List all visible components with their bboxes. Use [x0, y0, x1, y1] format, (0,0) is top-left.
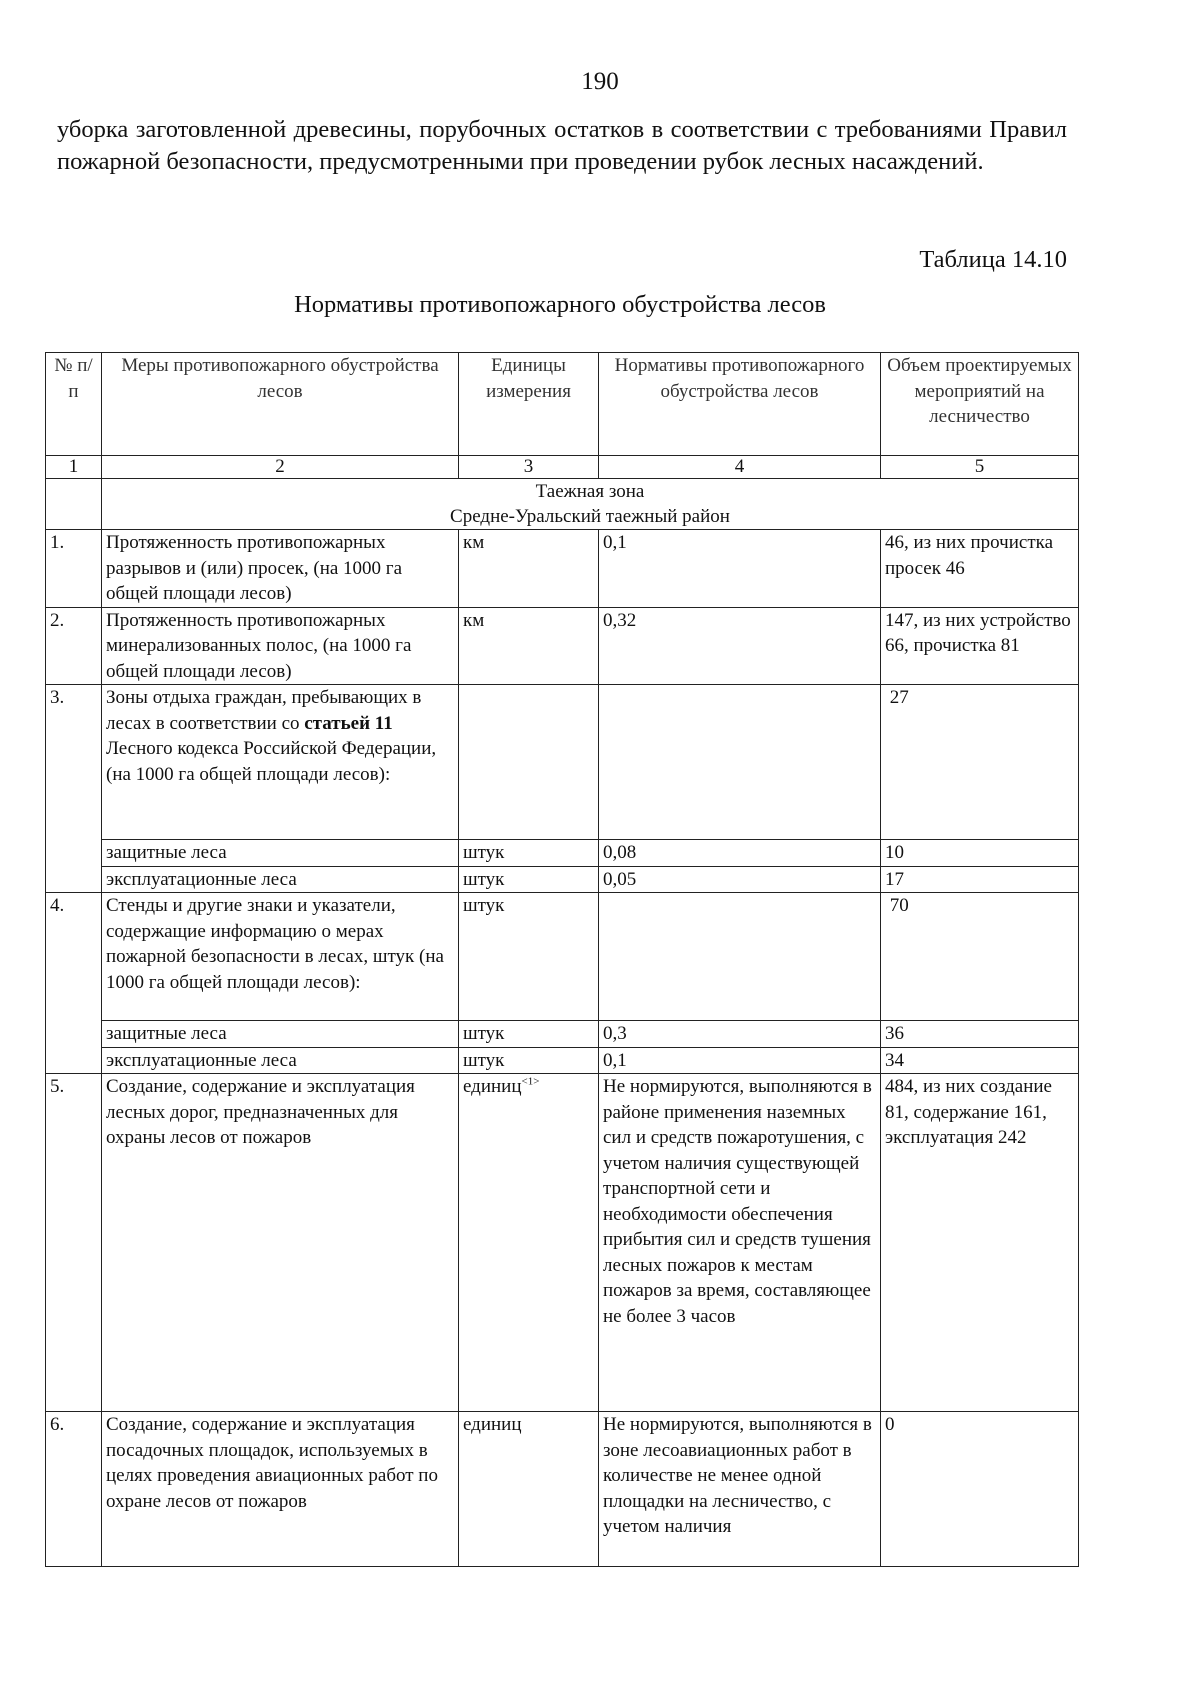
header-volume: Объем проектируемых мероприятий на лесничество [881, 353, 1079, 456]
row-measure: Создание, содержание и эксплуатация лесных дорог, предназначенных для охраны лесов от пожаров [102, 1074, 459, 1412]
zone-empty-cell [46, 479, 102, 530]
footnote-marker: <1> [521, 1075, 540, 1088]
row-norm: 0,32 [599, 607, 881, 685]
table-row [46, 607, 1079, 685]
zone-row [46, 479, 1079, 530]
subrow-measure: эксплуатационные леса [102, 866, 459, 893]
page-number: 190 [581, 68, 619, 95]
subrow-volume: 10 [881, 840, 1079, 867]
subrow-volume: 36 [881, 1021, 1079, 1048]
header-num: № п/п [46, 353, 102, 456]
row-measure: Стенды и другие знаки и указатели, содержащие информацию о мерах пожарной безопасности в лесах, штук (на 1000 га общей площади лесов): [102, 893, 459, 1021]
table-subrow [46, 866, 1079, 893]
subrow-unit: штук [459, 1021, 599, 1048]
column-number: 5 [881, 456, 1079, 479]
subrow-measure: эксплуатационные леса [102, 1047, 459, 1074]
row-norm: 0,1 [599, 530, 881, 608]
subrow-volume: 17 [881, 866, 1079, 893]
row-volume: 484, из них создание 81, содержание 161, эксплуатация 242 [881, 1074, 1079, 1412]
table-row [46, 530, 1079, 608]
row-norm [599, 685, 881, 840]
row-measure-text: Зоны отдыха граждан, пребывающих в лесах в соответствии со [106, 687, 422, 734]
subrow-measure: защитные леса [102, 840, 459, 867]
row-norm: Не нормируются, выполняются в зоне лесоавиационных работ в количестве не менее одной площадки на лесничество, с учетом наличия [599, 1412, 881, 1567]
subrow-norm: 0,08 [599, 840, 881, 867]
subrow-unit: штук [459, 840, 599, 867]
table-subrow [46, 840, 1079, 867]
column-number: 3 [459, 456, 599, 479]
row-norm: Не нормируются, выполняются в районе применения наземных сил и средств пожаротушения, с учетом наличия существующей транспортной сети и необходимости обеспечения прибытия сил и средств тушения лесных пожаров к местам пожаров за время, составляющее не более 3 часов [599, 1074, 881, 1412]
row-num: 4. [46, 893, 102, 1074]
column-number: 1 [46, 456, 102, 479]
row-volume: 0 [881, 1412, 1079, 1567]
intro-paragraph: уборка заготовленной древесины, порубочных остатков в соответствии с требованиями Правил пожарной безопасности, предусмотренными при проведении рубок лесных насаждений. [57, 116, 1067, 175]
row-num: 5. [46, 1074, 102, 1412]
row-num: 2. [46, 607, 102, 685]
table-header-row [46, 353, 1079, 456]
row-volume: 46, из них прочистка просек 46 [881, 530, 1079, 608]
table-row [46, 685, 1079, 840]
header-norms: Нормативы противопожарного обустройства лесов [599, 353, 881, 456]
table-subrow [46, 1021, 1079, 1048]
row-measure: Создание, содержание и эксплуатация посадочных площадок, используемых в целях проведения авиационных работ по охране лесов от пожаров [102, 1412, 459, 1567]
subrow-volume: 34 [881, 1047, 1079, 1074]
subrow-norm: 0,3 [599, 1021, 881, 1048]
row-unit: единиц [459, 1412, 599, 1567]
row-volume: 70 [881, 893, 1079, 1021]
subrow-norm: 0,05 [599, 866, 881, 893]
row-num: 1. [46, 530, 102, 608]
subrow-norm: 0,1 [599, 1047, 881, 1074]
table-row [46, 1074, 1079, 1412]
table-row [46, 1412, 1079, 1567]
zone-cell [102, 479, 1079, 530]
row-measure: Протяженность противопожарных разрывов и (или) просек, (на 1000 га общей площади лесов) [102, 530, 459, 608]
table-subrow [46, 1047, 1079, 1074]
subrow-measure: защитные леса [102, 1021, 459, 1048]
subrow-unit: штук [459, 1047, 599, 1074]
header-measures: Меры противопожарного обустройства лесов [102, 353, 459, 456]
law-reference: статьей 11 [304, 712, 393, 734]
row-num: 3. [46, 685, 102, 893]
norms-table [45, 352, 1079, 1567]
table-row [46, 893, 1079, 1021]
header-units: Единицы измерения [459, 353, 599, 456]
row-unit [459, 1074, 599, 1412]
row-unit [459, 685, 599, 840]
row-volume: 147, из них устройство 66, прочистка 81 [881, 607, 1079, 685]
column-number: 4 [599, 456, 881, 479]
zone-label: Таежная зона [535, 481, 645, 502]
row-measure: Протяженность противопожарных минерализованных полос, (на 1000 га общей площади лесов) [102, 607, 459, 685]
row-unit: штук [459, 893, 599, 1021]
district-label: Средне-Уральский таежный район [450, 506, 730, 527]
subrow-unit: штук [459, 866, 599, 893]
row-measure-text: Лесного кодекса Российской Федерации, (на 1000 га общей площади лесов): [106, 738, 437, 785]
row-num: 6. [46, 1412, 102, 1567]
column-number-row [46, 456, 1079, 479]
row-unit: км [459, 607, 599, 685]
table-title: Нормативы противопожарного обустройства лесов [294, 291, 826, 318]
row-volume: 27 [881, 685, 1079, 840]
row-unit-text: единиц [463, 1076, 522, 1097]
row-norm [599, 893, 881, 1021]
row-unit: км [459, 530, 599, 608]
table-caption: Таблица 14.10 [919, 246, 1067, 273]
row-measure [102, 685, 459, 840]
column-number: 2 [102, 456, 459, 479]
